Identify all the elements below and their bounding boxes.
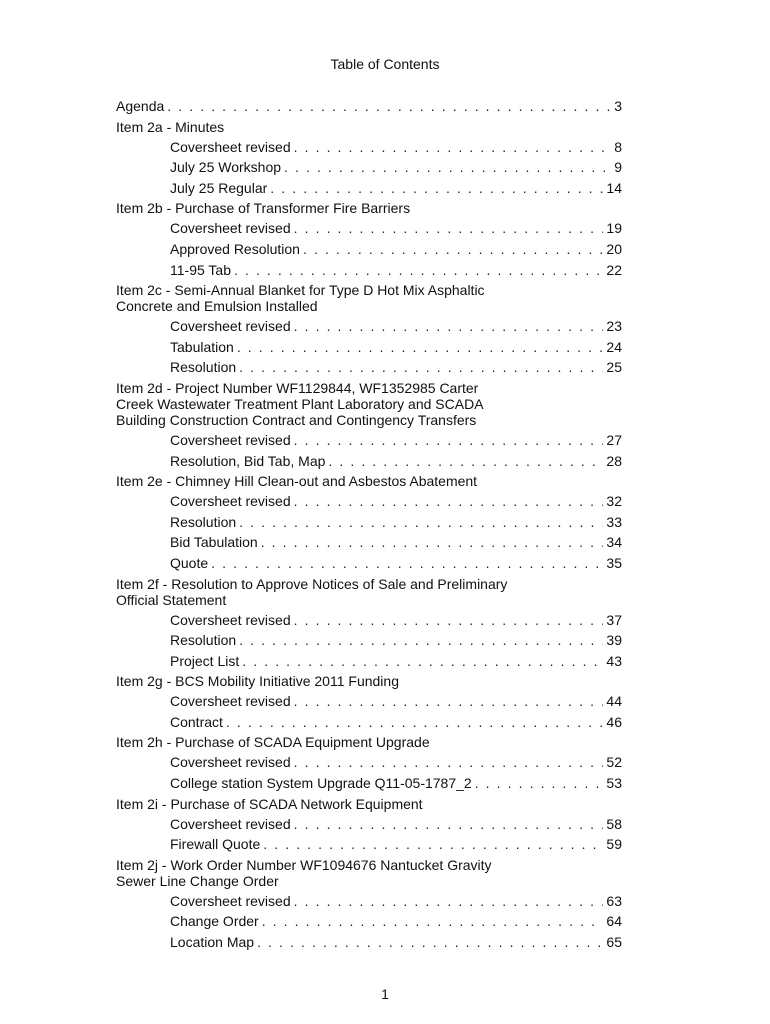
dot-leader bbox=[239, 357, 603, 378]
toc-entry-label: Resolution bbox=[170, 513, 237, 530]
toc-entry-label: Contract bbox=[170, 713, 223, 730]
toc-section-heading-line: Concrete and Emulsion Installed bbox=[116, 298, 318, 315]
toc-entry-page: 3 bbox=[614, 98, 622, 114]
toc-section-heading-line: Item 2j - Work Order Number WF1094676 Nantucket Gravity bbox=[116, 856, 492, 873]
dot-leader bbox=[294, 316, 604, 337]
toc-subentry[interactable] bbox=[116, 430, 622, 451]
toc-entry-label: Coversheet revised bbox=[170, 611, 291, 628]
dot-leader bbox=[294, 610, 604, 631]
dot-leader bbox=[294, 891, 604, 912]
dot-leader bbox=[237, 337, 604, 358]
toc-subentry[interactable] bbox=[116, 178, 622, 199]
toc-section-heading-line: Creek Wastewater Treatment Plant Laboratory and SCADA bbox=[116, 395, 484, 412]
dot-leader bbox=[239, 630, 603, 651]
toc-entry-page: 63 bbox=[606, 892, 622, 909]
toc-section-heading-line: Item 2i - Purchase of SCADA Network Equipment bbox=[116, 795, 423, 812]
toc-section-heading-line: Item 2a - Minutes bbox=[116, 118, 225, 135]
toc-subentry[interactable] bbox=[116, 512, 622, 533]
toc-entry-page: 20 bbox=[606, 240, 622, 257]
toc-entry-label: Resolution bbox=[170, 632, 237, 649]
toc-section-heading bbox=[116, 794, 622, 814]
dot-leader bbox=[284, 157, 611, 178]
toc-entry-page: 9 bbox=[614, 159, 622, 176]
toc-entry-label: 11-95 Tab bbox=[170, 261, 231, 278]
page-title: Table of Contents bbox=[330, 56, 440, 72]
toc-entry-page: 32 bbox=[606, 493, 622, 510]
dot-leader bbox=[234, 260, 603, 281]
toc-entry-page: 43 bbox=[606, 652, 622, 669]
toc-entry-page: 8 bbox=[614, 138, 622, 155]
dot-leader bbox=[242, 651, 603, 672]
toc-subentry[interactable] bbox=[116, 610, 622, 631]
toc-entry-label: Coversheet revised bbox=[170, 493, 291, 510]
dot-leader bbox=[294, 814, 604, 835]
dot-leader bbox=[475, 773, 604, 794]
toc-subentry[interactable] bbox=[116, 773, 622, 794]
dot-leader bbox=[263, 834, 603, 855]
toc-entry-label: Project List bbox=[170, 652, 240, 669]
toc-entry-page: 44 bbox=[606, 693, 622, 710]
toc-section-heading-line: Item 2g - BCS Mobility Initiative 2011 Funding bbox=[116, 673, 399, 690]
toc-entry-label: College station System Upgrade Q11-05-1787_2 bbox=[170, 775, 472, 792]
toc-entry-page: 24 bbox=[606, 338, 622, 355]
table-of-contents bbox=[116, 96, 622, 953]
toc-entry-page: 25 bbox=[606, 359, 622, 376]
dot-leader bbox=[226, 712, 604, 733]
dot-leader bbox=[294, 218, 604, 239]
toc-subentry[interactable] bbox=[116, 932, 622, 953]
toc-subentry[interactable] bbox=[116, 218, 622, 239]
toc-entry-label: Bid Tabulation bbox=[170, 534, 258, 551]
toc-section-heading-line: Official Statement bbox=[116, 591, 227, 608]
toc-subentry[interactable] bbox=[116, 532, 622, 553]
dot-leader bbox=[294, 491, 604, 512]
toc-subentry[interactable] bbox=[116, 651, 622, 672]
toc-subentry[interactable] bbox=[116, 337, 622, 358]
dot-leader bbox=[294, 691, 604, 712]
toc-subentry[interactable] bbox=[116, 357, 622, 378]
toc-entry-page: 64 bbox=[606, 913, 622, 930]
toc-section-heading bbox=[116, 471, 622, 491]
dot-leader bbox=[261, 532, 604, 553]
dot-leader bbox=[294, 430, 604, 451]
toc-entry-label: Coversheet revised bbox=[170, 318, 291, 335]
toc-section-heading-line: Item 2h - Purchase of SCADA Equipment Upgrade bbox=[116, 734, 430, 751]
dot-leader bbox=[294, 137, 612, 158]
toc-entry-label: Coversheet revised bbox=[170, 220, 291, 237]
toc-subentry[interactable] bbox=[116, 834, 622, 855]
toc-subentry[interactable] bbox=[116, 553, 622, 574]
toc-subentry[interactable] bbox=[116, 316, 622, 337]
toc-subentry[interactable] bbox=[116, 451, 622, 472]
toc-section-heading bbox=[116, 855, 622, 891]
page-number: 1 bbox=[381, 986, 389, 1002]
toc-section-heading-line: Sewer Line Change Order bbox=[116, 872, 279, 889]
toc-entry-page: 33 bbox=[606, 513, 622, 530]
toc-section-heading-line: Item 2f - Resolution to Approve Notices of Sale and Preliminary bbox=[116, 575, 508, 592]
toc-entry-page: 65 bbox=[606, 934, 622, 951]
toc-section-heading-line: Item 2e - Chimney Hill Clean-out and Asbestos Abatement bbox=[116, 473, 478, 490]
toc-entry-page: 19 bbox=[606, 220, 622, 237]
toc-subentry[interactable] bbox=[116, 260, 622, 281]
toc-subentry[interactable] bbox=[116, 814, 622, 835]
toc-subentry[interactable] bbox=[116, 491, 622, 512]
dot-leader bbox=[239, 512, 603, 533]
toc-subentry[interactable] bbox=[116, 157, 622, 178]
toc-section-heading bbox=[116, 732, 622, 752]
toc-section-heading bbox=[116, 198, 622, 218]
toc-entry-label: Coversheet revised bbox=[170, 693, 291, 710]
toc-entry-page: 34 bbox=[606, 534, 622, 551]
toc-entry-page: 37 bbox=[606, 611, 622, 628]
toc-entry[interactable] bbox=[116, 96, 622, 117]
dot-leader bbox=[294, 752, 604, 773]
toc-section-heading-line: Item 2d - Project Number WF1129844, WF1352985 Carter bbox=[116, 379, 479, 396]
toc-entry-label: Location Map bbox=[170, 934, 255, 951]
toc-entry-label: Coversheet revised bbox=[170, 431, 291, 448]
toc-entry-label: Coversheet revised bbox=[170, 892, 291, 909]
toc-section-heading-line: Building Construction Contract and Contingency Transfers bbox=[116, 411, 477, 428]
toc-section-heading bbox=[116, 117, 622, 137]
toc-entry-label: July 25 Workshop bbox=[170, 159, 282, 176]
toc-entry-page: 27 bbox=[606, 431, 622, 448]
toc-subentry[interactable] bbox=[116, 911, 622, 932]
dot-leader bbox=[211, 553, 603, 574]
toc-entry-page: 22 bbox=[606, 261, 622, 278]
toc-entry-label: Coversheet revised bbox=[170, 815, 291, 832]
dot-leader bbox=[257, 932, 603, 953]
toc-entry-label: July 25 Regular bbox=[170, 179, 268, 196]
toc-entry-page: 52 bbox=[606, 754, 622, 771]
toc-subentry[interactable] bbox=[116, 891, 622, 912]
toc-entry-label: Approved Resolution bbox=[170, 240, 300, 257]
toc-subentry[interactable] bbox=[116, 137, 622, 158]
dot-leader bbox=[167, 96, 611, 117]
toc-section-heading-line: Item 2c - Semi-Annual Blanket for Type D Hot Mix Asphaltic bbox=[116, 282, 485, 299]
toc-section-heading bbox=[116, 574, 622, 610]
toc-entry-label: Coversheet revised bbox=[170, 138, 291, 155]
toc-entry-label: Coversheet revised bbox=[170, 754, 291, 771]
toc-section-heading bbox=[116, 378, 622, 430]
toc-entry-label: Resolution, Bid Tab, Map bbox=[170, 452, 326, 469]
dot-leader bbox=[303, 239, 603, 260]
toc-entry-label: Change Order bbox=[170, 913, 259, 930]
toc-entry-label: Firewall Quote bbox=[170, 836, 261, 853]
toc-section-heading bbox=[116, 671, 622, 691]
toc-section-heading bbox=[116, 280, 622, 316]
toc-section-heading-line: Item 2b - Purchase of Transformer Fire Barriers bbox=[116, 200, 411, 217]
toc-entry-page: 46 bbox=[606, 713, 622, 730]
toc-subentry[interactable] bbox=[116, 691, 622, 712]
dot-leader bbox=[328, 451, 603, 472]
toc-entry-page: 39 bbox=[606, 632, 622, 649]
toc-entry-label: Tabulation bbox=[170, 338, 234, 355]
toc-entry-label: Resolution bbox=[170, 359, 237, 376]
toc-subentry[interactable] bbox=[116, 712, 622, 733]
toc-subentry[interactable] bbox=[116, 752, 622, 773]
toc-entry-page: 23 bbox=[606, 318, 622, 335]
toc-subentry[interactable] bbox=[116, 630, 622, 651]
toc-subentry[interactable] bbox=[116, 239, 622, 260]
toc-entry-page: 58 bbox=[606, 815, 622, 832]
toc-entry-page: 59 bbox=[606, 836, 622, 853]
toc-entry-page: 53 bbox=[606, 775, 622, 792]
dot-leader bbox=[270, 178, 603, 199]
toc-entry-label: Quote bbox=[170, 554, 209, 571]
toc-entry-page: 35 bbox=[606, 554, 622, 571]
toc-entry-label: Agenda bbox=[116, 98, 165, 114]
toc-entry-page: 14 bbox=[606, 179, 622, 196]
toc-entry-page: 28 bbox=[606, 452, 622, 469]
dot-leader bbox=[262, 911, 604, 932]
